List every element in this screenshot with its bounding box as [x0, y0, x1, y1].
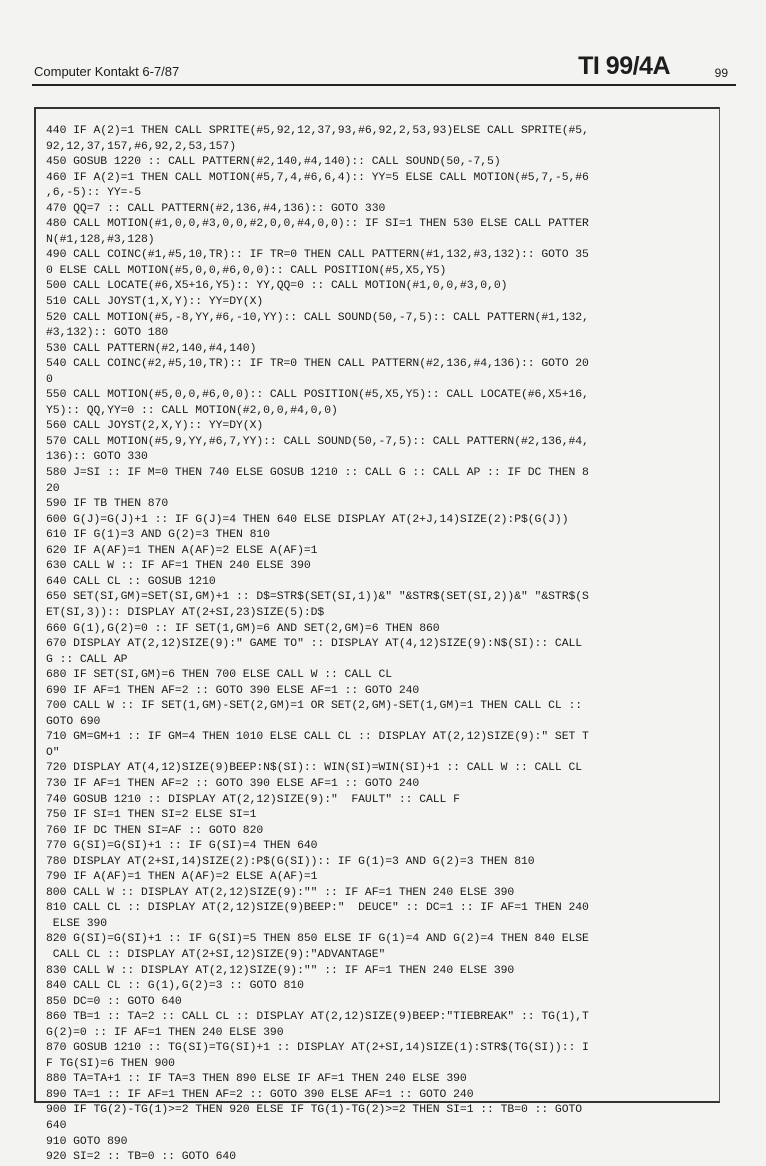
code-line: 770 G(SI)=G(SI)+1 :: IF G(SI)=4 THEN 640 — [46, 840, 318, 853]
code-line: 910 GOTO 890 — [46, 1135, 128, 1148]
code-line: 510 CALL JOYST(1,X,Y):: YY=DY(X) — [46, 296, 264, 309]
code-line: G(2)=0 :: IF AF=1 THEN 240 ELSE 390 — [46, 1026, 284, 1039]
code-line: 720 DISPLAY AT(4,12)SIZE(9)BEEP:N$(SI):: WIN(SI)=WIN(SI)+1 :: CALL W :: CALL CL — [46, 762, 583, 775]
code-line: 760 IF DC THEN SI=AF :: GOTO 820 — [46, 824, 264, 837]
code-line: 450 GOSUB 1220 :: CALL PATTERN(#2,140,#4,140):: CALL SOUND(50,-7,5) — [46, 156, 501, 169]
code-line: 800 CALL W :: DISPLAY AT(2,12)SIZE(9):"" :: IF AF=1 THEN 240 ELSE 390 — [46, 886, 515, 899]
code-line: 850 DC=0 :: GOTO 640 — [46, 995, 182, 1008]
code-line: 440 IF A(2)=1 THEN CALL SPRITE(#5,92,12,37,93,#6,92,2,53,93)ELSE CALL SPRITE(#5, — [46, 125, 589, 137]
code-line: 780 DISPLAY AT(2+SI,14)SIZE(2):P$(G(SI)):: IF G(1)=3 AND G(2)=3 THEN 810 — [46, 855, 535, 868]
code-line: 740 GOSUB 1210 :: DISPLAY AT(2,12)SIZE(9):" FAULT" :: CALL F — [46, 793, 460, 806]
code-line: 540 CALL COINC(#2,#5,10,TR):: IF TR=0 THEN CALL PATTERN(#2,136,#4,136):: GOTO 20 — [46, 358, 589, 371]
system-title: TI 99/4A — [578, 52, 670, 80]
code-line: G :: CALL AP — [46, 653, 128, 666]
code-line: 750 IF SI=1 THEN SI=2 ELSE SI=1 — [46, 809, 257, 822]
code-line: 700 CALL W :: IF SET(1,GM)-SET(2,GM)=1 OR SET(2,GM)-SET(1,GM)=1 THEN CALL CL :: — [46, 700, 583, 713]
code-line: Y5):: QQ,YY=0 :: CALL MOTION(#2,0,0,#4,0,0) — [46, 404, 338, 417]
code-line: 590 IF TB THEN 870 — [46, 498, 169, 511]
code-line: 610 IF G(1)=3 AND G(2)=3 THEN 810 — [46, 529, 270, 542]
code-line: 470 QQ=7 :: CALL PATTERN(#2,136,#4,136):: GOTO 330 — [46, 202, 386, 215]
code-line: 840 CALL CL :: G(1),G(2)=3 :: GOTO 810 — [46, 980, 304, 993]
code-line: 860 TB=1 :: TA=2 :: CALL CL :: DISPLAY AT(2,12)SIZE(9)BEEP:"TIEBREAK" :: TG(1),T — [46, 1011, 589, 1024]
code-line: GOTO 690 — [46, 715, 101, 728]
code-line: 570 CALL MOTION(#5,9,YY,#6,7,YY):: CALL SOUND(50,-7,5):: CALL PATTERN(#2,136,#4, — [46, 435, 589, 448]
code-line: 580 J=SI :: IF M=0 THEN 740 ELSE GOSUB 1210 :: CALL G :: CALL AP :: IF DC THEN 8 — [46, 467, 589, 480]
basic-listing — [46, 124, 718, 1166]
code-line: 92,12,37,157,#6,92,2,53,157) — [46, 140, 236, 153]
code-line: 520 CALL MOTION(#5,-8,YY,#6,-10,YY):: CALL SOUND(50,-7,5):: CALL PATTERN(#1,132, — [46, 311, 589, 324]
code-line: N(#1,128,#3,128) — [46, 233, 155, 246]
code-line: 620 IF A(AF)=1 THEN A(AF)=2 ELSE A(AF)=1 — [46, 544, 318, 557]
code-line: 550 CALL MOTION(#5,0,0,#6,0,0):: CALL POSITION(#5,X5,Y5):: CALL LOCATE(#6,X5+16, — [46, 389, 589, 402]
code-line: 900 IF TG(2)-TG(1)>=2 THEN 920 ELSE IF TG(1)-TG(2)>=2 THEN SI=1 :: TB=0 :: GOTO — [46, 1104, 583, 1117]
code-line: ,6,-5):: YY=-5 — [46, 187, 141, 200]
code-line: ELSE 390 — [46, 917, 108, 930]
page-number: 99 — [714, 66, 728, 80]
code-line: 20 — [46, 482, 60, 495]
code-line: 730 IF AF=1 THEN AF=2 :: GOTO 390 ELSE AF=1 :: GOTO 240 — [46, 777, 420, 790]
code-line: 490 CALL COINC(#1,#5,10,TR):: IF TR=0 THEN CALL PATTERN(#1,132,#3,132):: GOTO 35 — [46, 249, 589, 262]
code-line: 650 SET(SI,GM)=SET(SI,GM)+1 :: D$=STR$(SET(SI,1))&" "&STR$(SET(SI,2))&" "&STR$(S — [46, 591, 589, 604]
code-line: O" — [46, 746, 60, 759]
code-line: 830 CALL W :: DISPLAY AT(2,12)SIZE(9):"" :: IF AF=1 THEN 240 ELSE 390 — [46, 964, 515, 977]
page-header — [32, 52, 736, 86]
code-line: 880 TA=TA+1 :: IF TA=3 THEN 890 ELSE IF AF=1 THEN 240 ELSE 390 — [46, 1073, 467, 1086]
code-line: 920 SI=2 :: TB=0 :: GOTO 640 — [46, 1151, 236, 1164]
magazine-title: Computer Kontakt 6-7/87 — [34, 64, 180, 79]
code-line: 790 IF A(AF)=1 THEN A(AF)=2 ELSE A(AF)=1 — [46, 871, 318, 884]
code-line: 630 CALL W :: IF AF=1 THEN 240 ELSE 390 — [46, 560, 311, 573]
code-line: 710 GM=GM+1 :: IF GM=4 THEN 1010 ELSE CALL CL :: DISPLAY AT(2,12)SIZE(9):" SET T — [46, 731, 589, 744]
code-line: 640 — [46, 1120, 67, 1132]
code-line: 810 CALL CL :: DISPLAY AT(2,12)SIZE(9)BEEP:" DEUCE" :: DC=1 :: IF AF=1 THEN 240 — [46, 902, 589, 915]
code-line: 136):: GOTO 330 — [46, 451, 148, 464]
code-line: 480 CALL MOTION(#1,0,0,#3,0,0,#2,0,0,#4,0,0):: IF SI=1 THEN 530 ELSE CALL PATTER — [46, 218, 589, 231]
code-line: 640 CALL CL :: GOSUB 1210 — [46, 575, 216, 588]
code-line: 600 G(J)=G(J)+1 :: IF G(J)=4 THEN 640 ELSE DISPLAY AT(2+J,14)SIZE(2):P$(G(J)) — [46, 513, 569, 526]
code-line: 890 TA=1 :: IF AF=1 THEN AF=2 :: GOTO 390 ELSE AF=1 :: GOTO 240 — [46, 1088, 474, 1101]
code-line: #3,132):: GOTO 180 — [46, 327, 169, 340]
code-line: 500 CALL LOCATE(#6,X5+16,Y5):: YY,QQ=0 :: CALL MOTION(#1,0,0,#3,0,0) — [46, 280, 508, 293]
code-line: CALL CL :: DISPLAY AT(2+SI,12)SIZE(9):"ADVANTAGE" — [46, 948, 386, 961]
code-line: F TG(SI)=6 THEN 900 — [46, 1057, 175, 1070]
code-line: 0 ELSE CALL MOTION(#5,0,0,#6,0,0):: CALL POSITION(#5,X5,Y5) — [46, 264, 447, 277]
code-line: 0 — [46, 373, 53, 386]
code-line: 530 CALL PATTERN(#2,140,#4,140) — [46, 342, 257, 355]
code-line: 870 GOSUB 1210 :: TG(SI)=TG(SI)+1 :: DISPLAY AT(2+SI,14)SIZE(1):STR$(TG(SI)):: I — [46, 1042, 589, 1055]
code-line: 560 CALL JOYST(2,X,Y):: YY=DY(X) — [46, 420, 264, 433]
code-line: 690 IF AF=1 THEN AF=2 :: GOTO 390 ELSE AF=1 :: GOTO 240 — [46, 684, 420, 697]
code-line: 460 IF A(2)=1 THEN CALL MOTION(#5,7,4,#6,6,4):: YY=5 ELSE CALL MOTION(#5,7,-5,#6 — [46, 171, 589, 184]
code-line: ET(SI,3)):: DISPLAY AT(2+SI,23)SIZE(5):D$ — [46, 606, 325, 619]
code-line: 660 G(1),G(2)=0 :: IF SET(1,GM)=6 AND SET(2,GM)=6 THEN 860 — [46, 622, 440, 635]
code-line: 670 DISPLAY AT(2,12)SIZE(9):" GAME TO" :: DISPLAY AT(4,12)SIZE(9):N$(SI):: CALL — [46, 638, 583, 651]
code-line: 820 G(SI)=G(SI)+1 :: IF G(SI)=5 THEN 850 ELSE IF G(1)=4 AND G(2)=4 THEN 840 ELSE — [46, 933, 589, 946]
code-line: 680 IF SET(SI,GM)=6 THEN 700 ELSE CALL W :: CALL CL — [46, 669, 393, 682]
